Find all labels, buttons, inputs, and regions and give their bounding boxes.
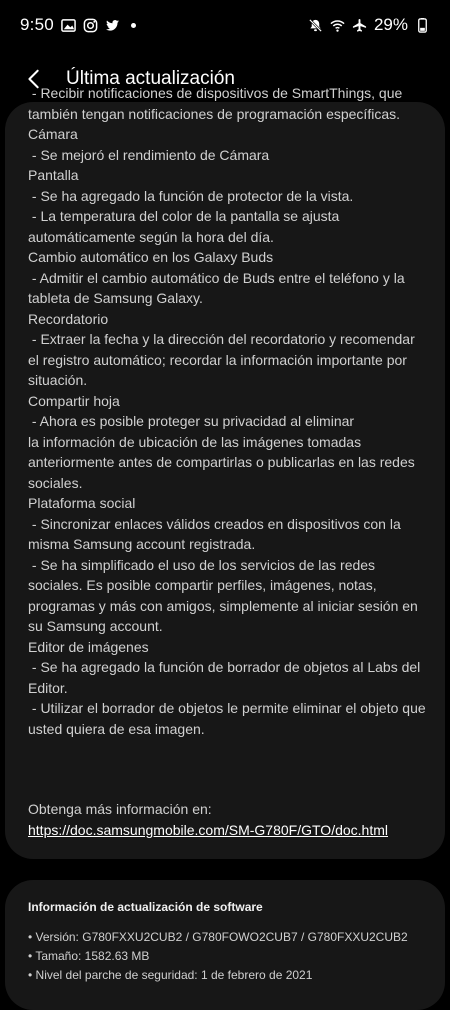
notes-line: - Extraer la fecha y la dirección del recordatorio y recomendar el registro automático; recordar la información importante por situación. bbox=[28, 331, 419, 388]
instagram-notification-icon bbox=[83, 18, 98, 33]
version-item: • Versión: G780FXXU2CUB2 / G780FOWO2CUB7 / G780FXXU2CUB2 bbox=[28, 930, 408, 944]
notes-line: Recordatorio bbox=[28, 310, 109, 327]
battery-icon bbox=[415, 18, 430, 33]
size-item: • Tamaño: 1582.63 MB bbox=[28, 949, 150, 963]
notes-line: Pantalla bbox=[28, 167, 79, 183]
status-right bbox=[308, 15, 430, 35]
notes-line: Plataforma social bbox=[28, 495, 136, 511]
status-bar bbox=[0, 0, 450, 50]
documentation-link[interactable]: https://doc.samsungmobile.com/SM-G780F/GTO/doc.html bbox=[28, 821, 388, 838]
security-patch-item: • Nivel del parche de seguridad: 1 de febrero de 2021 bbox=[28, 968, 313, 982]
notes-line: la información de ubicación de las imágenes tomadas anteriormente antes de compartirlas o publicarlas en las redes sociales. bbox=[28, 433, 419, 491]
status-time: 9:50 bbox=[20, 15, 54, 34]
software-info-card bbox=[5, 880, 445, 1010]
notes-line: - Utilizar el borrador de objetos le permite eliminar el objeto que usted quiera de esa imagen. bbox=[28, 700, 430, 737]
notes-line: - Se ha agregado la función de protector de la vista. bbox=[28, 187, 354, 204]
release-notes-card[interactable] bbox=[5, 85, 445, 859]
gallery-notification-icon bbox=[61, 18, 76, 33]
more-notifications-dot-icon bbox=[131, 23, 136, 28]
notes-line: Compartir hoja bbox=[28, 392, 120, 409]
notes-line: Cámara bbox=[28, 126, 78, 142]
notes-line: - La temperatura del color de la pantalla se ajusta automáticamente según la hora del día. bbox=[28, 208, 344, 245]
mute-icon bbox=[308, 18, 323, 33]
wifi-calling-icon bbox=[330, 18, 345, 33]
notes-line: - Se ha simplificado el uso de los servicios de las redes sociales. Es posible compartir perfiles, imágenes, notas, programas y más con amigos, simplemente al iniciar sesión en su Samsung account. bbox=[28, 556, 422, 634]
twitter-notification-icon bbox=[105, 18, 120, 33]
notes-line: - Se mejoró el rendimiento de Cámara bbox=[28, 146, 270, 163]
page-title: Última actualización bbox=[66, 68, 235, 89]
software-info-list bbox=[28, 928, 428, 985]
notes-line: - Ahora es posible proteger su privacidad al eliminar bbox=[28, 413, 355, 429]
notes-line: - Admitir el cambio automático de Buds entre el teléfono y la tableta de Samsung Galaxy. bbox=[28, 269, 409, 306]
notes-line: - Se ha agregado la función de borrador de objetos al Labs del Editor. bbox=[28, 659, 425, 696]
airplane-mode-icon bbox=[352, 18, 367, 33]
notes-line: - Recibir notificaciones de dispositivos de SmartThings, que también tengan notificaciones de programación específicas. bbox=[28, 85, 407, 122]
notes-line: Cambio automático en los Galaxy Buds bbox=[28, 249, 274, 265]
notes-line: - Sincronizar enlaces válidos creados en dispositivos con la misma Samsung account registrada. bbox=[28, 515, 405, 552]
status-left bbox=[20, 15, 136, 35]
release-notes-text bbox=[28, 85, 430, 739]
software-info-title: Información de actualización de software bbox=[28, 900, 263, 914]
battery-percent: 29% bbox=[373, 15, 408, 34]
more-info bbox=[28, 799, 428, 840]
more-info-label: Obtenga más información en: bbox=[28, 801, 212, 817]
notes-line: Editor de imágenes bbox=[28, 638, 149, 655]
